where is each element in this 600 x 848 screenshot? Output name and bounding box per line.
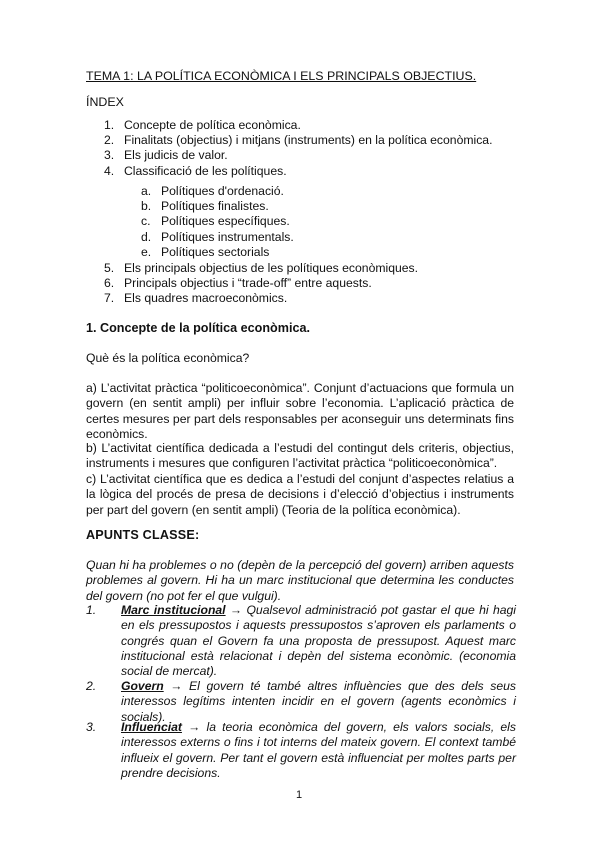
document-page: TEMA 1: LA POLÍTICA ECONÒMICA I ELS PRINCIPALS OBJECTIUS. ÍNDEX 1. Concepte de política econòmica. 2. Finalitats (objectius) i mitjans (instruments) en la política econòmica. 3. Els judicis de valor. 4. Classificació de les polítiques. a. Polítiques d'ordenació. b. Polítiques finalistes. c. Polítiques específiques. d. Polítiques instrumentals. e. Polítiques sectorials 5. Els principals objectius de les polítiques econòmiques. 6. Principals objectius i “trade-off” entre aquests. 7. Els quadres macroeconòmics. 1. Concepte de la política econòmica. Què és la política econòmica? a) L’activitat pràctica “politicoeconòmica”. Conjunt d’actuacions que formula un govern (en sentit ampli) per influir sobre l’economia. L’aplicació pràctica de certes mesures per part dels responsables per aconseguir uns determinats fins econòmics. b) L’activitat científica dedicada a l’estudi del contingut dels criteris, objectius, instruments i mesures que configuren l’activitat pràctica “politicoeconòmica”. c) L’activitat científica que es dedica a l’estudi del conjunt d’aspectes relatius a la lògica del procés de presa de decisions i d’elecció d’objectius i instruments per part del govern (en sentit ampli) (Teoria de la política econòmica). APUNTS CLASSE: Quan hi ha problemes o no (depèn de la percepció del govern) arriben aquests problemes al govern. Hi ha un marc institucional que determina les conductes del govern (no pot fer el que vulgui). 1. Marc institucional → Qualsevol administració pot gastar el que hi hagi en els pressupostos i aquests pressupostos s’aproven els parlaments o congrés quan el Govern fa una proposta de pressupost. Aquest marc institucional està relacionat i depèn del sistema econòmic. (economia social de mercat). 2. Govern → El govern té també altres influències que des dels seus interessos legítims intenten incidir en el govern (agents econòmics i socials). 3. Influenciat → la teoria econòmica del govern, els valors socials, els interessos externs o fins i tot interns del mateix govern. El context també influeix el govern. Per tant el govern està influenciat per moltes parts per prendre decisions. 1: [86, 69, 516, 801]
definition-paragraph-b: b) L’activitat científica dedicada a l’estudi del contingut dels criteris, objectius, instruments i mesures que configuren l’activitat pràctica “politicoeconòmica”.: [86, 441, 514, 471]
page-number: 1: [296, 789, 303, 801]
notes-heading: APUNTS CLASSE:: [86, 528, 200, 542]
section-heading: 1. Concepte de la política econòmica.: [86, 321, 310, 335]
notes-term: Marc institucional: [121, 603, 226, 617]
index-heading: ÍNDEX: [86, 95, 124, 109]
notes-term: Influenciat: [121, 720, 182, 734]
notes-term: Govern: [121, 679, 164, 693]
section-question: Què és la política econòmica?: [86, 351, 250, 365]
notes-intro: Quan hi ha problemes o no (depèn de la percepció del govern) arriben aquests problemes al govern. Hi ha un marc institucional que determina les conductes del govern (no pot fer el que vulgui).: [86, 558, 514, 603]
document-title: TEMA 1: LA POLÍTICA ECONÒMICA I ELS PRINCIPALS OBJECTIUS.: [86, 69, 477, 83]
definition-paragraph-a: a) L’activitat pràctica “politicoeconòmica”. Conjunt d’actuacions que formula un govern (en sentit ampli) per influir sobre l’economia. L’aplicació pràctica de certes mesures per part dels responsables per aconseguir uns determinats fins econòmics.: [86, 381, 514, 441]
definition-paragraph-c: c) L’activitat científica que es dedica a l’estudi del conjunt d’aspectes relatius a la lògica del procés de presa de decisions i d’elecció d’objectius i instruments per part del govern (en sentit ampli) (Teoria de la política econòmica).: [86, 472, 514, 517]
